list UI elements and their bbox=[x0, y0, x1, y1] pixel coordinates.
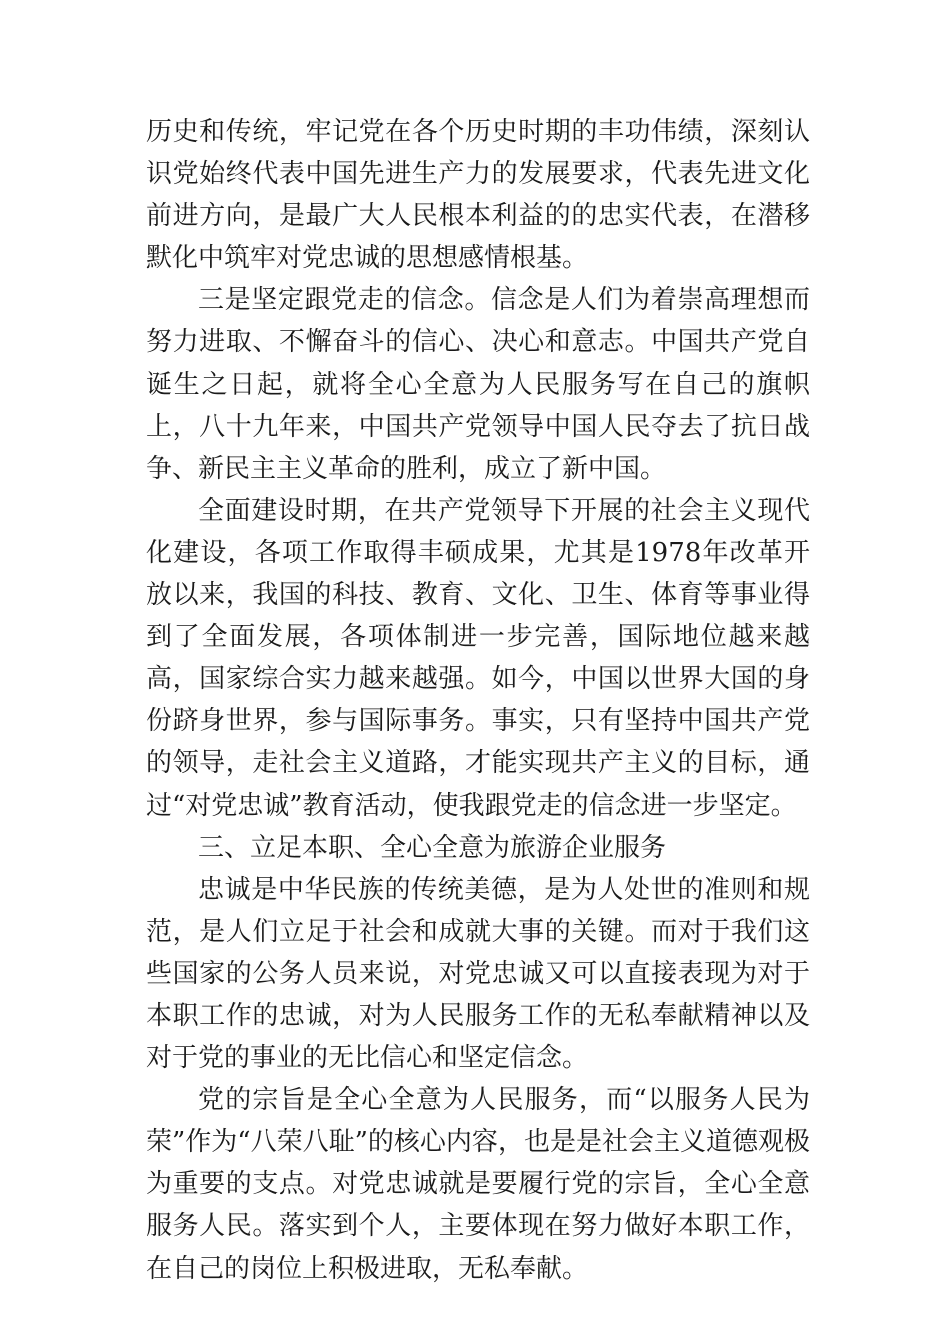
paragraph-1: 历史和传统，牢记党在各个历史时期的丰功伟绩，深刻认识党始终代表中国先进生产力的发展要求，代表先进文化前进方向，是最广大人民根本利益的的忠实代表，在潜移默化中筑牢对党忠诚的思想感情根基。 bbox=[146, 117, 810, 274]
document-body bbox=[146, 111, 810, 1290]
paragraph-2: 三是坚定跟党走的信念。信念是人们为着崇高理想而努力进取、不懈奋斗的信心、决心和意志。中国共产党自诞生之日起，就将全心全意为人民服务写在自己的旗帜上，八十九年来，中国共产党领导中国人民夺去了抗日战争、新民主主义革命的胜利，成立了新中国。 bbox=[146, 285, 810, 484]
section-heading: 三、立足本职、全心全意为旅游企业服务 bbox=[198, 832, 667, 863]
paragraph-3: 全面建设时期，在共产党领导下开展的社会主义现代化建设，各项工作取得丰硕成果，尤其是1978年改革开放以来，我国的科技、教育、文化、卫生、体育等事业得到了全面发展，各项体制进一步完善，国际地位越来越高，国家综合实力越来越强。如今，中国以世界大国的身份跻身世界，参与国际事务。事实，只有坚持中国共产党的领导，走社会主义道路，才能实现共产主义的目标，通过“对党忠诚”教育活动，使我跟党走的信念进一步坚定。 bbox=[146, 495, 810, 821]
paragraph-4: 忠诚是中华民族的传统美德，是为人处世的准则和规范，是人们立足于社会和成就大事的关键。而对于我们这些国家的公务人员来说，对党忠诚又可以直接表现为对于本职工作的忠诚，对为人民服务工作的无私奉献精神以及对于党的事业的无比信心和坚定信念。 bbox=[146, 874, 810, 1074]
paragraph-5: 党的宗旨是全心全意为人民服务，而“以服务人民为荣”作为“八荣八耻”的核心内容，也是是社会主义道德观极为重要的支点。对党忠诚就是要履行党的宗旨，全心全意服务人民。落实到个人，主要体现在努力做好本职工作，在自己的岗位上积极进取，无私奉献。 bbox=[146, 1085, 810, 1284]
